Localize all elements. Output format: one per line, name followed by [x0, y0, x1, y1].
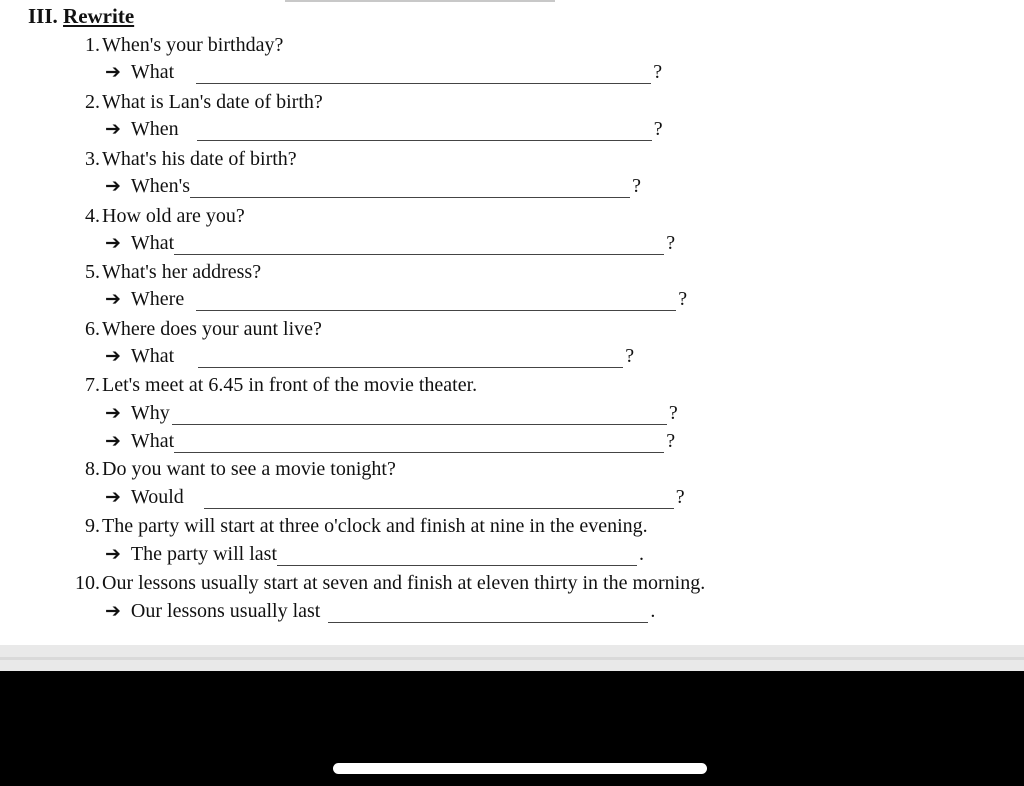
- answer-9: [105, 542, 644, 566]
- section-heading: [28, 4, 134, 29]
- section-title: Rewrite: [63, 4, 135, 28]
- question-number: 10.: [75, 572, 100, 594]
- arrow-icon: ➔: [105, 118, 121, 140]
- question-number: 3.: [85, 148, 100, 170]
- answer-blank[interactable]: [204, 490, 674, 509]
- question-text: When's your birthday?: [102, 34, 284, 56]
- answer-end: .: [639, 543, 644, 565]
- answer-4: [105, 231, 675, 255]
- answer-lead: The party will last: [130, 543, 277, 565]
- question-number: 8.: [85, 458, 100, 480]
- question-text: Our lessons usually start at seven and finish at eleven thirty in the morning.: [102, 572, 706, 594]
- answer-8: [105, 485, 685, 509]
- answer-lead: What: [130, 61, 175, 83]
- answer-lead: Why: [130, 402, 170, 424]
- answer-blank[interactable]: [197, 122, 652, 141]
- question-number: 4.: [85, 205, 100, 227]
- answer-5: [105, 287, 687, 311]
- arrow-icon: ➔: [105, 402, 121, 424]
- answer-lead: What: [130, 345, 175, 367]
- page-separator: [0, 645, 1024, 671]
- section-number: III.: [28, 4, 58, 28]
- question-text: Let's meet at 6.45 in front of the movie theater.: [102, 374, 478, 396]
- question-number: 2.: [85, 91, 100, 113]
- arrow-icon: ➔: [105, 543, 121, 565]
- answer-end: ?: [653, 118, 663, 140]
- answer-10: [105, 599, 655, 623]
- answer-7b: [105, 429, 675, 453]
- answer-blank[interactable]: [196, 292, 676, 311]
- answer-lead: Where: [130, 288, 185, 310]
- arrow-icon: ➔: [105, 288, 121, 310]
- arrow-icon: ➔: [105, 600, 121, 622]
- answer-end: ?: [666, 232, 676, 254]
- answer-7a: [105, 401, 678, 425]
- answer-blank[interactable]: [198, 349, 623, 368]
- question-number: 1.: [85, 34, 100, 56]
- arrow-icon: ➔: [105, 430, 121, 452]
- answer-blank[interactable]: [172, 406, 667, 425]
- answer-lead: When's: [130, 175, 191, 197]
- home-indicator[interactable]: [333, 763, 707, 774]
- question-text: Where does your aunt live?: [102, 318, 322, 340]
- answer-end: ?: [632, 175, 641, 197]
- question-text: What's his date of birth?: [102, 148, 297, 170]
- answer-6: [105, 344, 634, 368]
- arrow-icon: ➔: [105, 232, 121, 254]
- answer-blank[interactable]: [328, 604, 648, 623]
- question-text: What is Lan's date of birth?: [102, 91, 323, 113]
- answer-end: ?: [668, 402, 678, 424]
- question-number: 5.: [85, 261, 100, 283]
- answer-end: ?: [678, 288, 688, 310]
- answer-2: [105, 117, 663, 141]
- answer-blank[interactable]: [196, 65, 651, 84]
- answer-lead: What: [130, 232, 175, 254]
- arrow-icon: ➔: [105, 61, 121, 83]
- answer-3: [105, 174, 641, 198]
- answer-blank[interactable]: [174, 434, 664, 453]
- question-text: What's her address?: [102, 261, 262, 283]
- answer-end: .: [650, 600, 656, 622]
- answer-end: ?: [625, 345, 635, 367]
- arrow-icon: ➔: [105, 345, 121, 367]
- answer-blank[interactable]: [174, 236, 664, 255]
- question-text: How old are you?: [102, 205, 245, 227]
- answer-end: ?: [675, 486, 685, 508]
- answer-lead: Would: [130, 486, 184, 508]
- answer-lead: Our lessons usually last: [130, 600, 321, 622]
- answer-blank[interactable]: [277, 547, 637, 566]
- answer-lead: What: [130, 430, 175, 452]
- question-text: Do you want to see a movie tonight?: [102, 458, 396, 480]
- arrow-icon: ➔: [105, 486, 121, 508]
- answer-end: ?: [653, 61, 663, 83]
- top-rule: [285, 0, 555, 2]
- answer-blank[interactable]: [190, 179, 630, 198]
- answer-1: [105, 60, 662, 84]
- arrow-icon: ➔: [105, 175, 121, 197]
- question-number: 9.: [85, 515, 100, 537]
- question-number: 6.: [85, 318, 100, 340]
- question-text: The party will start at three o'clock and finish at nine in the evening.: [102, 515, 648, 537]
- question-number: 7.: [85, 374, 100, 396]
- separator-line: [0, 657, 1024, 660]
- answer-lead: When: [130, 118, 179, 140]
- answer-end: ?: [666, 430, 676, 452]
